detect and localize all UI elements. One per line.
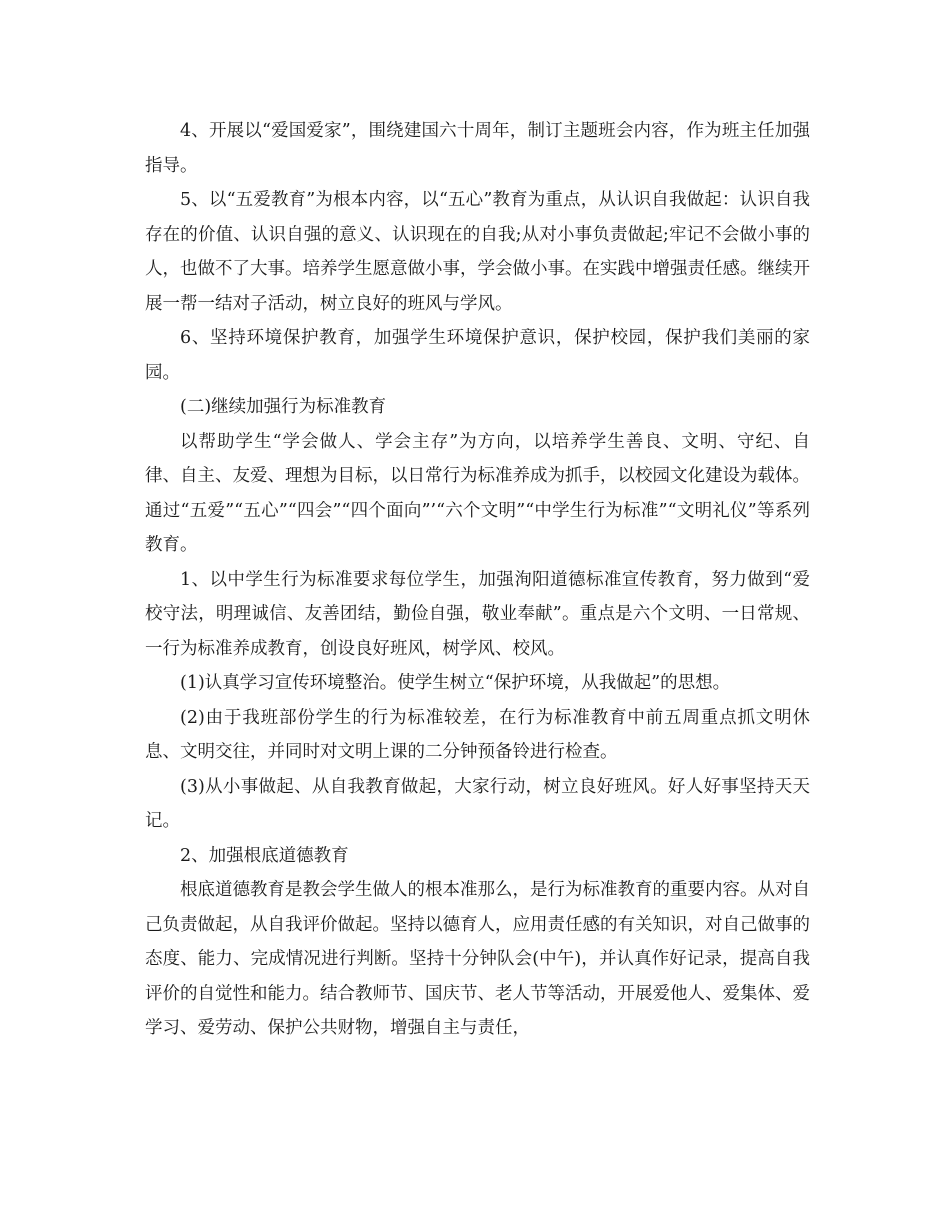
- paragraph-item-6: 6、坚持环境保护教育，加强学生环境保护意识，保护校园，保护我们美丽的家园。: [145, 328, 810, 383]
- document-body: [145, 114, 810, 1046]
- sub-item-1: (1)认真学习宣传环境整治。使学生树立“保护环境，从我做起”的思想。: [180, 673, 731, 693]
- section-heading-2: (二)继续加强行为标准教育: [180, 397, 387, 417]
- paragraph-item-1: 1、以中学生行为标准要求每位学生，加强洵阳道德标准宣传教育，努力做到“爱校守法，明理诚信、友善团结，勤俭自强，敬业奉献”。重点是六个文明、一日常规、一行为标准养成教育，创设良好班风，树学风、校风。: [145, 569, 810, 659]
- section-intro: 以帮助学生“学会做人、学会主存”为方向，以培养学生善良、文明、守纪、自律、自主、友爱、理想为目标，以日常行为标准养成为抓手，以校园文化建设为载体。通过“五爱”“五心”“四会”“四个面向”’“六个文明”“中学生行为标准”“文明礼仪”等系列教育。: [145, 431, 810, 555]
- paragraph-item-4: 4、开展以“爱国爱家”，围绕建国六十周年，制订主题班会内容，作为班主任加强指导。: [145, 121, 810, 176]
- paragraph-item-2-heading: 2、加强根底道德教育: [180, 845, 349, 866]
- sub-item-2: (2)由于我班部份学生的行为标准较差，在行为标准教育中前五周重点抓文明休息、文明交往，并同时对文明上课的二分钟预备铃进行检查。: [145, 707, 810, 762]
- sub-item-3: (3)从小事做起、从自我教育做起，大家行动，树立良好班风。好人好事坚持天天记。: [145, 776, 810, 831]
- paragraph-item-5: 5、以“五爱教育”为根本内容，以“五心”教育为重点，从认识自我做起：认识自我存在的价值、认识自强的意义、认识现在的自我;从对小事负责做起;牢记不会做小事的人，也做不了大事。培养学生愿意做小事，学会做小事。在实践中增强责任感。继续开展一帮一结对子活动，树立良好的班风与学风。: [145, 190, 810, 314]
- paragraph-item-2-body: 根底道德教育是教会学生做人的根本准那么，是行为标准教育的重要内容。从对自己负责做起，从自我评价做起。坚持以德育人，应用责任感的有关知识，对自己做事的态度、能力、完成情况进行判断。坚持十分钟队会(中午)，并认真作好记录，提高自我评价的自觉性和能力。结合教师节、国庆节、老人节等活动，开展爱他人、爱集体、爱学习、爱劳动、保护公共财物，增强自主与责任，: [145, 880, 810, 1038]
